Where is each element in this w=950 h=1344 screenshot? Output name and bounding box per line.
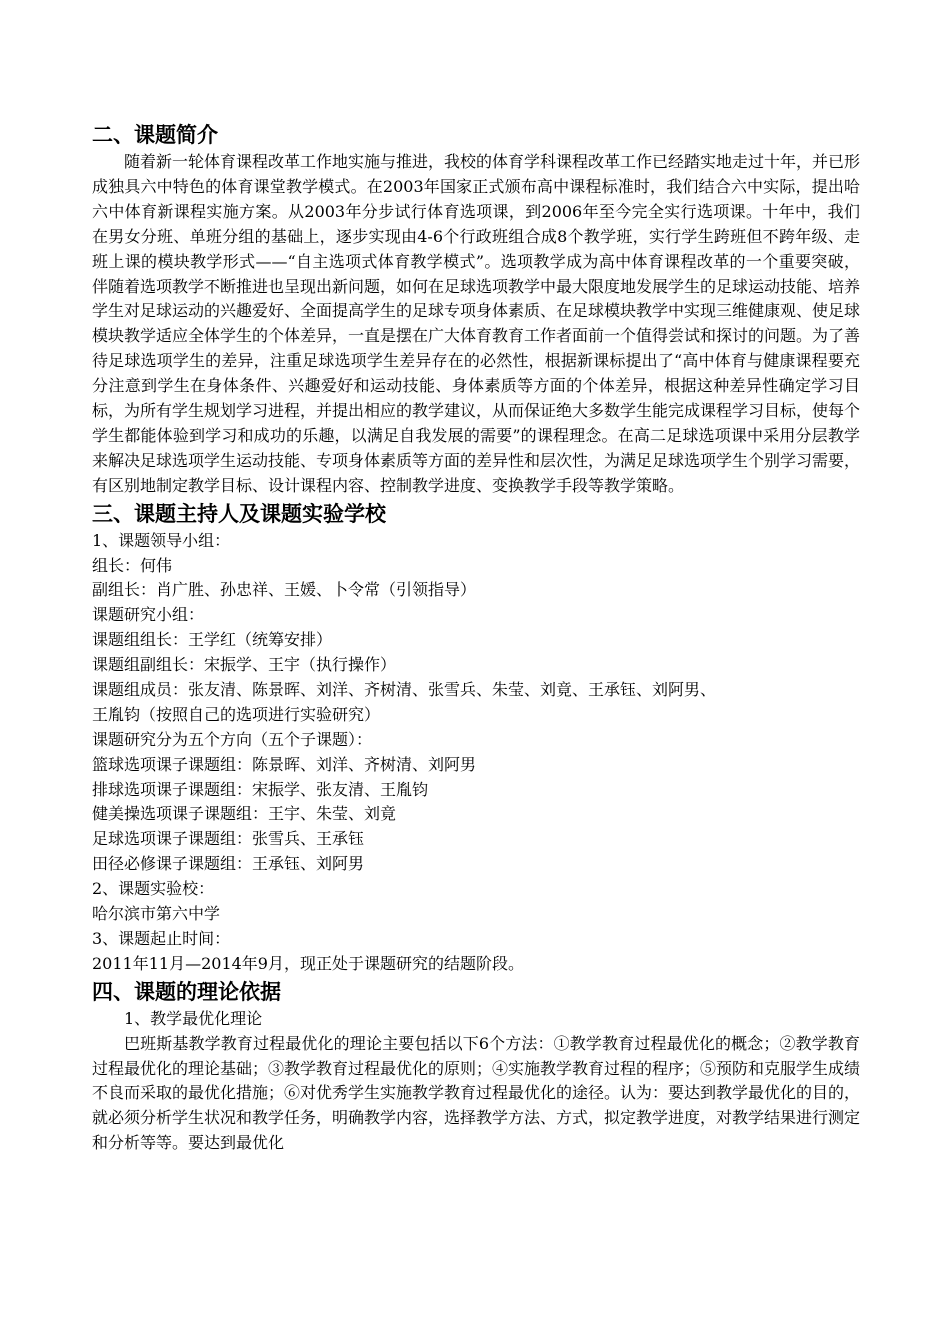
list-item: 排球选项课子课题组：宋振学、张友清、王胤钧 <box>92 779 429 799</box>
list-item: 王胤钧（按照自己的选项进行实验研究） <box>92 704 381 724</box>
section-4-paragraph: 巴班斯基教学教育过程最优化的理论主要包括以下6个方法：①教学教育过程最优化的概念；②教学教育过程最优化的理论基础；③教学教育过程最优化的原则；④实施教学教育过程的程序；⑤预防和克服学生成绩不良而采取的最优化措施；⑥对优秀学生实施教学教育过程最优化的途径。认为：要达到教学最优化的目的，就必须分析学生状况和教学任务，明确教学内容，选择教学方法、方式，拟定教学进度，对教学结果进行测定和分析等等。要达到最优化 <box>92 1033 861 1153</box>
document-page <box>92 120 860 1156</box>
section-2-paragraph: 随着新一轮体育课程改革工作地实施与推进，我校的体育学科课程改革工作已经踏实地走过十年，并已形成独具六中特色的体育课堂教学模式。在2003年国家正式颁布高中课程标准时，我们结合六中实际，提出哈六中体育新课程实施方案。从2003年分步试行体育选项课，到2006年至今完全实行选项课。十年中，我们在男女分班、单班分组的基础上，逐步实现由4-6个行政班组合成8个教学班，实行学生跨班但不跨年级、走班上课的模块教学形式——“自主选项式体育教学模式”。选项教学成为高中体育课程改革的一个重要突破，伴随着选项教学不断推进也呈现出新问题，如何在足球选项教学中最大限度地发展学生的足球运动技能、培养学生对足球运动的兴趣爱好、全面提高学生的足球专项身体素质、在足球模块教学中实现三维健康观、使足球模块教学适应全体学生的个体差异，一直是摆在广大体育教育工作者面前一个值得尝试和探讨的问题。为了善待足球选项学生的差异，注重足球选项学生差异存在的必然性，根据新课标提出了“高中体育与健康课程要充分注意到学生在身体条件、兴趣爱好和运动技能、身体素质等方面的个体差异，根据这种差异性确定学习目标，为所有学生规划学习进程，并提出相应的教学建议，从而保证绝大多数学生能完成课程学习目标，使每个学生都能体验到学习和成功的乐趣，以满足自我发展的需要”的课程理念。在高二足球选项课中采用分层教学来解决足球选项学生运动技能、专项身体素质等方面的差异性和层次性，为满足足球选项学生个别学习需要，有区别地制定教学目标、设计课程内容、控制教学进度、变换教学手段等教学策略。 <box>92 152 861 495</box>
list-item: 篮球选项课子课题组：陈景晖、刘洋、齐树清、刘阿男 <box>92 754 477 774</box>
list-item: 2、课题实验校： <box>92 879 215 899</box>
list-item: 课题组成员：张友清、陈景晖、刘洋、齐树清、张雪兵、朱莹、刘竟、王承钰、刘阿男、 <box>92 680 717 700</box>
section-4-subheading: 1、教学最优化理论 <box>124 1008 263 1028</box>
list-item: 足球选项课子课题组：张雪兵、王承钰 <box>92 829 365 849</box>
list-item: 课题组副组长：宋振学、王宇（执行操作） <box>92 655 397 675</box>
list-item: 课题研究小组： <box>92 605 205 625</box>
list-item: 哈尔滨市第六中学 <box>92 904 221 924</box>
list-item: 组长：何伟 <box>92 555 173 575</box>
list-item: 健美操选项课子课题组：王宇、朱莹、刘竟 <box>92 804 397 824</box>
list-item: 田径必修课子课题组：王承钰、刘阿男 <box>92 854 365 874</box>
list-item: 1、课题领导小组： <box>92 530 231 550</box>
section-2-heading: 二、课题简介 <box>92 123 218 147</box>
list-item: 2011年11月—2014年9月，现正处于课题研究的结题阶段。 <box>92 953 524 973</box>
list-item: 副组长：肖广胜、孙忠祥、王媛、卜令常（引领指导） <box>92 580 477 600</box>
section-3-list <box>92 529 860 977</box>
section-3-heading: 三、课题主持人及课题实验学校 <box>92 501 386 526</box>
section-4-heading: 四、课题的理论依据 <box>92 979 281 1004</box>
list-item: 课题研究分为五个方向（五个子课题）： <box>92 729 373 749</box>
list-item: 3、课题起止时间： <box>92 928 231 948</box>
list-item: 课题组组长：王学红（统筹安排） <box>92 630 333 650</box>
